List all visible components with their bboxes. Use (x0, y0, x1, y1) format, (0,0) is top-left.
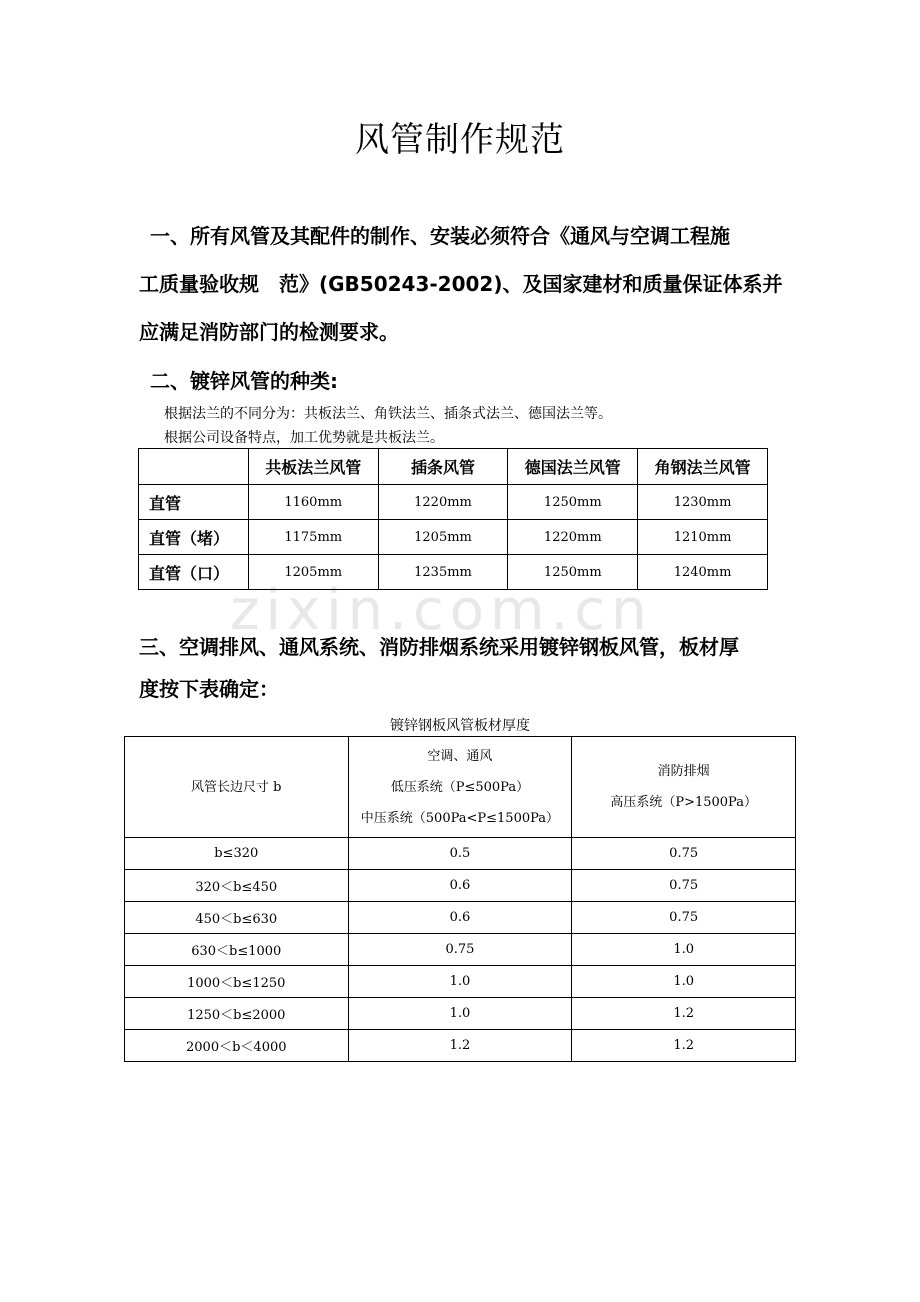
table-header-cell (139, 449, 249, 485)
table-header-cell: 共板法兰风管 (248, 449, 378, 485)
table-cell: 0.75 (572, 838, 796, 870)
table-cell: 1175mm (248, 520, 378, 555)
table-header-cell: 插条风管 (378, 449, 508, 485)
section3-line2: 度按下表确定： (139, 677, 279, 701)
table-row (125, 1030, 796, 1062)
table-cell: 1210mm (638, 520, 768, 555)
table-cell: 1160mm (248, 485, 378, 520)
section1-line1: 一、所有风管及其配件的制作、安装必须符合《通风与空调工程施 (150, 224, 730, 248)
section2-note2: 根据公司设备特点，加工优势就是共板法兰。 (164, 430, 444, 446)
row-label: 直管（堵） (139, 520, 249, 555)
table-cell: 0.75 (348, 934, 572, 966)
table-header-cell (572, 737, 796, 838)
table-cell: 450＜b≤630 (125, 902, 349, 934)
header-text: 低压系统（P≤500Pa） (390, 779, 530, 795)
section3-line1: 三、空调排风、通风系统、消防排烟系统采用镀锌钢板风管，板材厚 (139, 635, 739, 659)
sheet-thickness-table (124, 736, 796, 1062)
table-header-cell: 德国法兰风管 (508, 449, 638, 485)
section2-heading: 二、镀锌风管的种类: (150, 369, 338, 393)
table-cell: 0.75 (572, 870, 796, 902)
table-caption: 镀锌钢板风管板材厚度 (390, 718, 530, 734)
table-cell: 1250mm (508, 485, 638, 520)
header-text: 风管长边尺寸 b (191, 779, 282, 795)
table-cell: 1250＜b≤2000 (125, 998, 349, 1030)
table-cell: 1.0 (572, 966, 796, 998)
table-header-cell: 角钢法兰风管 (638, 449, 768, 485)
table-row (125, 838, 796, 870)
table-row (125, 966, 796, 998)
table-cell: 1235mm (378, 555, 508, 590)
table-row (139, 485, 768, 520)
table-cell: 0.6 (348, 902, 572, 934)
table-cell: 2000＜b＜4000 (125, 1030, 349, 1062)
table-cell: 1.2 (572, 1030, 796, 1062)
table-cell: 1240mm (638, 555, 768, 590)
table-cell: 1.0 (348, 998, 572, 1030)
section1-line2: 工质量验收规 范》(GB50243-2002)、及国家建材和质量保证体系并 (139, 272, 783, 296)
header-text: 中压系统（500Pa<P≤1500Pa） (360, 810, 560, 826)
table-cell: 1220mm (378, 485, 508, 520)
table-cell: 0.5 (348, 838, 572, 870)
table-cell: 0.6 (348, 870, 572, 902)
table-cell: 1230mm (638, 485, 768, 520)
table-cell: 1.2 (348, 1030, 572, 1062)
row-label: 直管（口） (139, 555, 249, 590)
section2-note1: 根据法兰的不同分为：共板法兰、角铁法兰、插条式法兰、德国法兰等。 (164, 406, 612, 422)
page-title: 风管制作规范 (355, 120, 565, 160)
row-label: 直管 (139, 485, 249, 520)
table-row (139, 555, 768, 590)
table-cell: b≤320 (125, 838, 349, 870)
table-header-row (139, 449, 768, 485)
table-row (125, 902, 796, 934)
table-row (125, 870, 796, 902)
table-cell: 1220mm (508, 520, 638, 555)
table-cell: 1.0 (348, 966, 572, 998)
table-header-row (125, 737, 796, 838)
table-row (125, 998, 796, 1030)
table-cell: 1250mm (508, 555, 638, 590)
table-row (139, 520, 768, 555)
flange-length-table (138, 448, 768, 590)
table-row (125, 934, 796, 966)
table-header-cell (125, 737, 349, 838)
section1-line3: 应满足消防部门的检测要求。 (139, 320, 399, 344)
table-cell: 1205mm (378, 520, 508, 555)
watermark: zixin.com.cn (230, 578, 653, 643)
table-cell: 1000＜b≤1250 (125, 966, 349, 998)
table-cell: 1.2 (572, 998, 796, 1030)
header-text: 高压系统（P>1500Pa） (610, 795, 757, 810)
table-cell: 1.0 (572, 934, 796, 966)
table-header-cell (348, 737, 572, 838)
header-text: 消防排烟 (657, 764, 710, 779)
table-cell: 0.75 (572, 902, 796, 934)
table-cell: 320＜b≤450 (125, 870, 349, 902)
table-cell: 1205mm (248, 555, 378, 590)
table-cell: 630＜b≤1000 (125, 934, 349, 966)
header-text: 空调、通风 (427, 748, 493, 764)
